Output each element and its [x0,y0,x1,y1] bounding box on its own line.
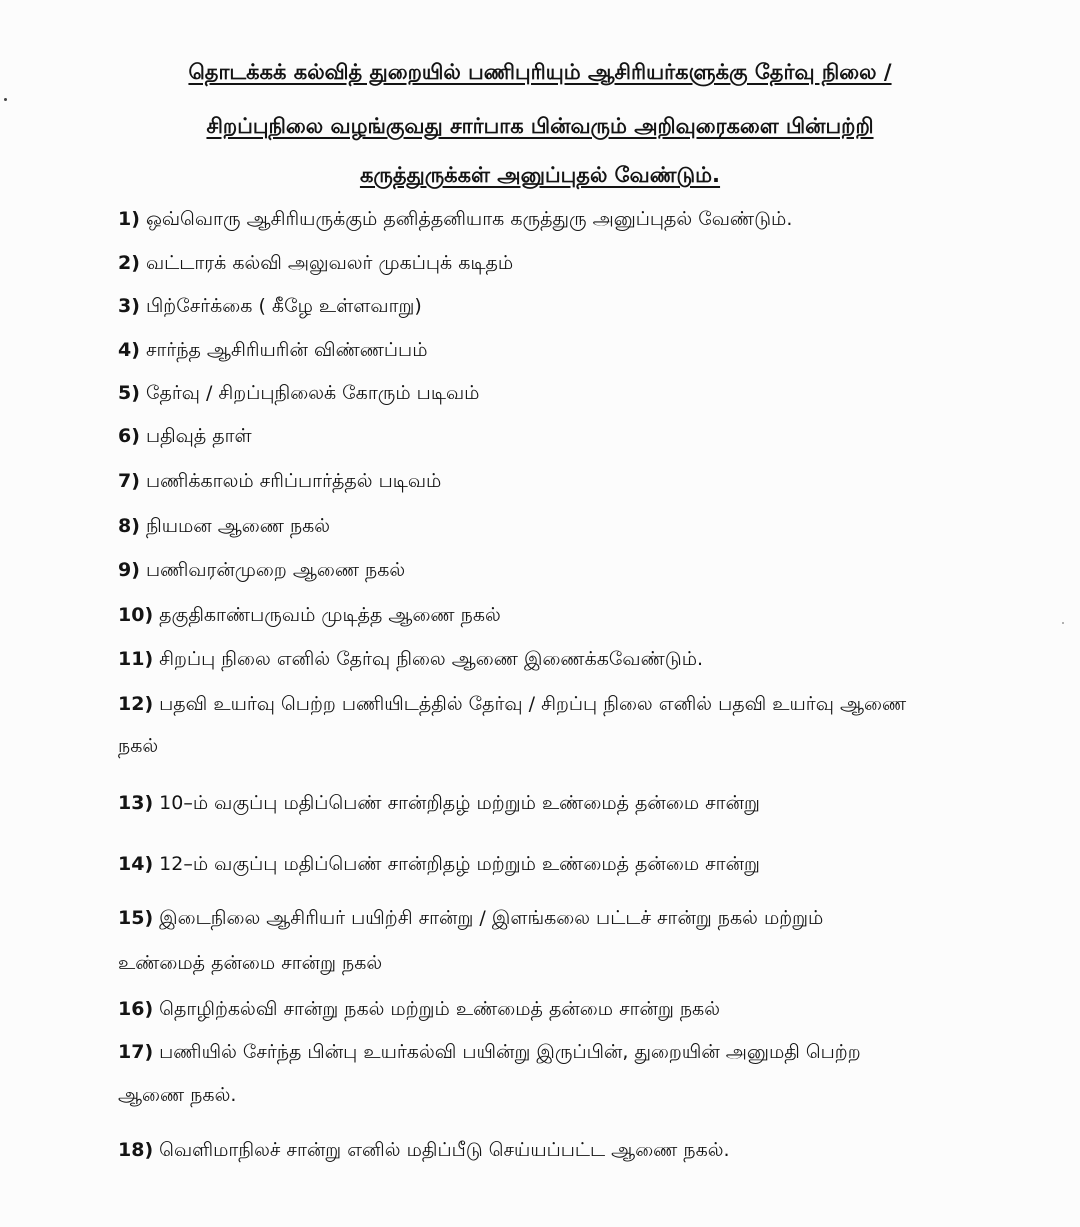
item-text: பிற்சேர்க்கை ( கீழே உள்ளவாறு) [145,295,422,317]
list-item [118,382,479,407]
list-item [118,559,405,584]
item-text: 10–ம் வகுப்பு மதிப்பெண் சான்றிதழ் மற்றும் உண்மைத் தன்மை சான்று [159,792,760,814]
item-number: 9) [118,559,140,581]
item-text: பணிக்காலம் சரிப்பார்த்தல் படிவம் [145,470,442,492]
list-item [118,853,760,878]
list-item [118,1139,730,1164]
item-number: 15) [118,907,154,929]
heading-line-1: தொடக்கக் கல்வித் துறையில் பணிபுரியும் ஆசிரியர்களுக்கு தேர்வு நிலை / [188,60,892,84]
item-number: 1) [118,208,140,230]
item-number: 12) [118,693,154,715]
scan-speck [4,98,7,101]
list-item [118,604,501,629]
item-number: 17) [118,1041,154,1063]
item-text-continuation: நகல் [118,735,159,757]
item-number: 2) [118,252,140,274]
item-number: 8) [118,515,140,537]
item-text: சார்ந்த ஆசிரியரின் விண்ணப்பம் [145,339,428,361]
list-item [118,295,422,320]
item-text: தகுதிகாண்பருவம் முடித்த ஆணை நகல் [159,604,501,626]
item-text: தேர்வு / சிறப்புநிலைக் கோரும் படிவம் [145,382,480,404]
item-text: பதவி உயர்வு பெற்ற பணியிடத்தில் தேர்வு / சிறப்பு நிலை எனில் பதவி உயர்வு ஆணை [159,693,907,715]
item-number: 10) [118,604,154,626]
scan-speck [1062,622,1064,624]
list-item [118,998,720,1023]
list-item [118,515,330,540]
item-number: 14) [118,853,154,875]
list-item [118,425,252,450]
item-text: தொழிற்கல்வி சான்று நகல் மற்றும் உண்மைத் தன்மை சான்று நகல் [159,998,720,1020]
list-item [118,252,513,277]
list-item [118,907,823,932]
list-item [118,1041,861,1066]
item-number: 16) [118,998,154,1020]
item-text: பதிவுத் தாள் [145,425,252,447]
item-number: 6) [118,425,140,447]
item-text: வட்டாரக் கல்வி அலுவலர் முகப்புக் கடிதம் [145,252,514,274]
item-text: நியமன ஆணை நகல் [145,515,331,537]
list-item [118,693,906,718]
item-number: 11) [118,648,154,670]
heading-line-2: சிறப்புநிலை வழங்குவது சார்பாக பின்வரும் அறிவுரைகளை பின்பற்றி [206,114,874,138]
list-item [118,339,427,364]
item-text: 12–ம் வகுப்பு மதிப்பெண் சான்றிதழ் மற்றும் உண்மைத் தன்மை சான்று [159,853,760,875]
list-item [118,470,441,495]
heading-line-3: கருத்துருக்கள் அனுப்புதல் வேண்டும். [359,163,721,187]
item-number: 3) [118,295,140,317]
list-item [118,208,792,233]
item-text-continuation: ஆணை நகல். [118,1084,237,1106]
list-item [118,648,703,673]
item-text: இடைநிலை ஆசிரியர் பயிற்சி சான்று / இளங்கலை பட்டச் சான்று நகல் மற்றும் [159,907,824,929]
item-number: 13) [118,792,154,814]
list-item [118,792,760,817]
item-text: பணிவரன்முறை ஆணை நகல் [145,559,406,581]
item-number: 5) [118,382,140,404]
item-number: 7) [118,470,140,492]
item-text: வெளிமாநிலச் சான்று எனில் மதிப்பீடு செய்யப்பட்ட ஆணை நகல். [159,1139,730,1161]
item-text: பணியில் சேர்ந்த பின்பு உயர்கல்வி பயின்று இருப்பின், துறையின் அனுமதி பெற்ற [159,1041,861,1063]
item-text: ஒவ்வொரு ஆசிரியருக்கும் தனித்தனியாக கருத்துரு அனுப்புதல் வேண்டும். [145,208,793,230]
item-text: சிறப்பு நிலை எனில் தேர்வு நிலை ஆணை இணைக்கவேண்டும். [159,648,704,670]
item-text-continuation: உண்மைத் தன்மை சான்று நகல் [118,952,383,974]
item-number: 18) [118,1139,154,1161]
item-number: 4) [118,339,140,361]
